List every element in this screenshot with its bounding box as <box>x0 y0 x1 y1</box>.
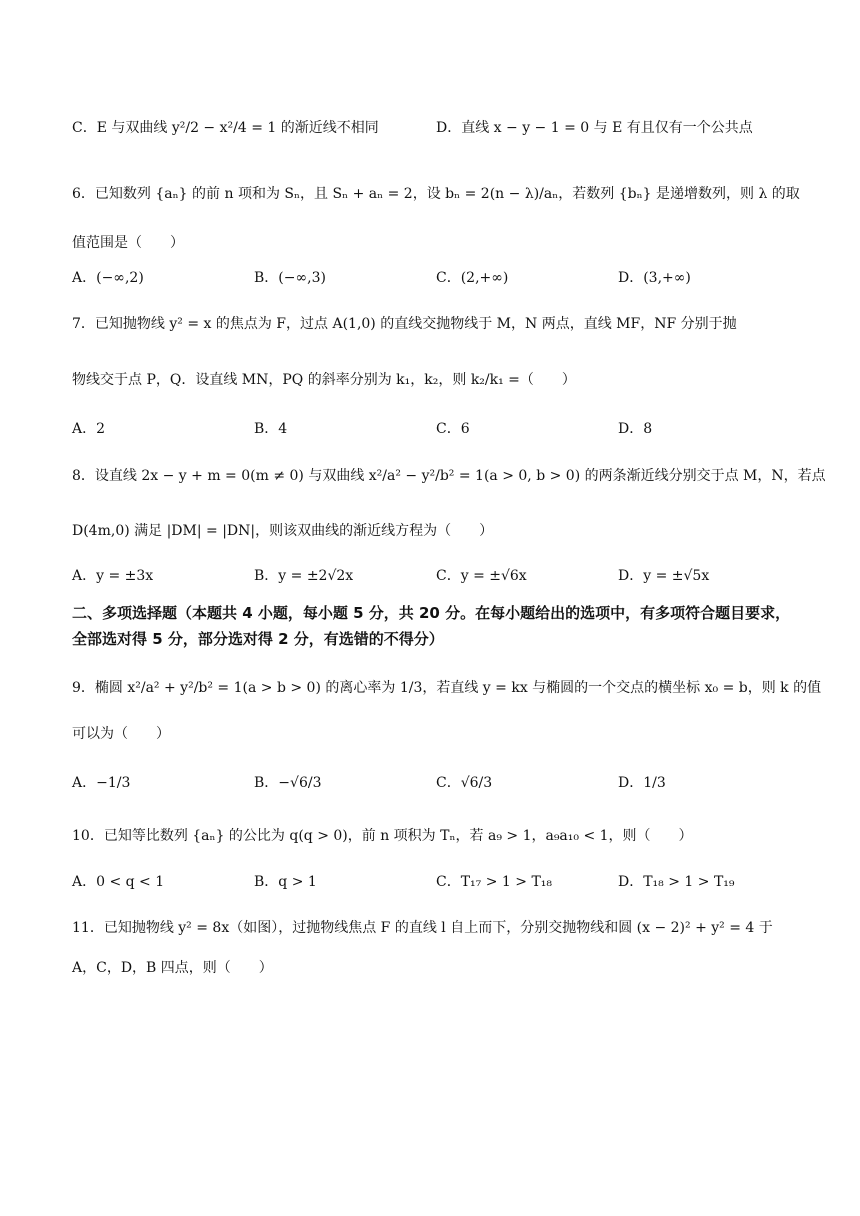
q7-option-c: C．6 <box>436 421 470 437</box>
q6-option-a: A．(−∞,2) <box>72 270 144 286</box>
q8-option-a: A．y = ±3x <box>72 568 154 584</box>
section-2-heading: 二、多项选择题（本题共 4 小题，每小题 5 分，共 20 分。在每小题给出的选项中，有多项符合题目要求，全部选对得 5 分，部分选对得 2 分，有选错的不得分） <box>72 604 791 648</box>
q5-option-c: C．E 与双曲线 y²/2 − x²/4 = 1 的渐近线不相同 <box>72 120 379 136</box>
q11-stem-line2: A，C，D，B 四点，则（ ） <box>72 960 273 976</box>
q8-stem-line1: 8．设直线 2x − y + m = 0(m ≠ 0) 与双曲线 x²/a² − y²/b² = 1(a > 0, b > 0) 的两条渐近线分别交于点 M，N，若点 <box>72 468 826 484</box>
q10-option-c: C．T₁₇ > 1 > T₁₈ <box>436 874 553 890</box>
q8-option-d: D．y = ±√5x <box>618 568 710 584</box>
q7-stem-line1: 7．已知抛物线 y² = x 的焦点为 F，过点 A(1,0) 的直线交抛物线于 M，N 两点，直线 MF，NF 分别于抛 <box>72 316 737 332</box>
q8-option-c: C．y = ±√6x <box>436 568 527 584</box>
q5-option-d: D．直线 x − y − 1 = 0 与 E 有且仅有一个公共点 <box>436 120 753 136</box>
q7-stem-line2: 物线交于点 P，Q．设直线 MN，PQ 的斜率分别为 k₁，k₂，则 k₂/k₁ =（ ） <box>72 372 576 388</box>
q6-stem-line1: 6．已知数列 {aₙ} 的前 n 项和为 Sₙ，且 Sₙ + aₙ = 2，设 bₙ = 2(n − λ)/aₙ，若数列 {bₙ} 是递增数列，则 λ 的取 <box>72 186 800 202</box>
q7-option-b: B．4 <box>254 421 288 437</box>
q9-option-d: D．1/3 <box>618 775 666 791</box>
q6-stem-line2: 值范围是（ ） <box>72 235 184 251</box>
q11-stem-line1: 11．已知抛物线 y² = 8x（如图），过抛物线焦点 F 的直线 l 自上而下，分别交抛物线和圆 (x − 2)² + y² = 4 于 <box>72 920 773 936</box>
q8-stem-line2: D(4m,0) 满足 |DM| = |DN|，则该双曲线的渐近线方程为（ ） <box>72 523 494 539</box>
q9-option-c: C．√6/3 <box>436 775 493 791</box>
q7-option-d: D．8 <box>618 421 653 437</box>
q9-option-a: A．−1/3 <box>72 775 131 791</box>
q6-option-c: C．(2,+∞) <box>436 270 509 286</box>
q10-stem: 10．已知等比数列 {aₙ} 的公比为 q(q > 0)，前 n 项积为 Tₙ，若 a₉ > 1，a₉a₁₀ < 1，则（ ） <box>72 828 693 844</box>
q10-option-b: B．q > 1 <box>254 874 317 890</box>
q10-option-d: D．T₁₈ > 1 > T₁₉ <box>618 874 735 890</box>
q7-option-a: A．2 <box>72 421 106 437</box>
q9-stem-line2: 可以为（ ） <box>72 726 170 742</box>
q9-stem-line1: 9．椭圆 x²/a² + y²/b² = 1(a > b > 0) 的离心率为 1/3，若直线 y = kx 与椭圆的一个交点的横坐标 x₀ = b，则 k 的值 <box>72 680 822 696</box>
q9-option-b: B．−√6/3 <box>254 775 322 791</box>
q6-option-b: B．(−∞,3) <box>254 270 326 286</box>
q10-option-a: A．0 < q < 1 <box>72 874 165 890</box>
q6-option-d: D．(3,+∞) <box>618 270 691 286</box>
q8-option-b: B．y = ±2√2x <box>254 568 354 584</box>
